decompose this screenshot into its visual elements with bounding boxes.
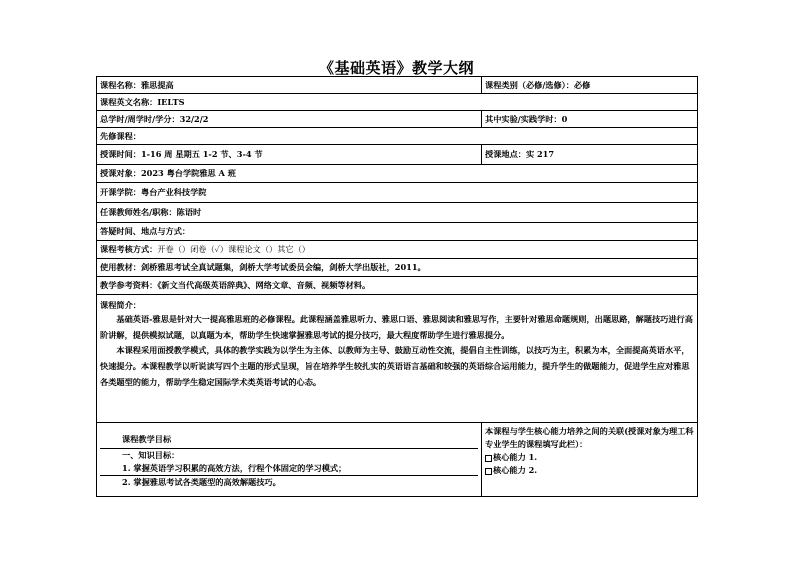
assessment-label: 课程考核方式：	[100, 244, 158, 255]
objectives-cell	[97, 423, 482, 497]
relation-cell	[482, 423, 698, 497]
intro-cell	[97, 295, 698, 423]
core-ability-2: 核心能力 2.	[485, 464, 694, 477]
textbook-cell: 使用教材：剑桥雅思考试全真试题集，剑桥大学考试委员会编，剑桥大学出版社，2011。	[97, 259, 698, 277]
english-name-cell: 课程英文名称：IELTS	[97, 94, 698, 111]
college-cell: 开课学院：粤台产业科技学院	[97, 183, 698, 203]
hours-cell: 总学时/周学时/学分：32/2/2	[97, 111, 482, 128]
checkbox-icon	[485, 468, 492, 475]
intro-label: 课程简介：	[100, 300, 141, 310]
relation-header: 本课程与学生核心能力培养之间的关联(授课对象为理工科专业学生的课程填写此栏）：	[485, 426, 694, 450]
document-title: 《基础英语》教学大纲	[318, 59, 474, 77]
intro-paragraph-2: 本课程采用面授教学模式，具体的教学实践为以学生为主体、以教师为主导、鼓励互动性交流，提倡自主性训练，以技巧为主，积累为本，全面提高英语水平，快速提分。本课程教学以听说读写四个主题的形式呈现，旨在培养学生较扎实的英语语言基础和较强的英语综合运用能力，提升学生的做题能力，促进学生应对雅思各类题型的能力，帮助学生稳定国际学术类英语考试的心态。	[100, 345, 690, 387]
course-category-cell: 课程类别（必修/选修）：必修	[482, 77, 698, 94]
core-ability-1: 核心能力 1.	[485, 451, 694, 464]
objectives-section: 一、知识目标：	[122, 449, 180, 460]
prerequisite-cell: 先修课程：	[97, 128, 698, 145]
objectives-header: 课程教学目标	[122, 433, 172, 444]
objective-item-2: 2. 掌握雅思考试各类题型的高效解题技巧。	[122, 476, 281, 487]
checkbox-icon	[485, 455, 492, 462]
time-cell: 授课时间：1-16 周 星期五 1-2 节、3-4 节	[97, 145, 482, 165]
objective-item-1: 1. 掌握英语学习积累的高效方法，行程个体固定的学习模式；	[122, 462, 347, 473]
intro-paragraph-1: 基础英语-雅思是针对大一提高雅思班的必修课程。此课程涵盖雅思听力、雅思口语、雅思阅读和雅思写作，主要针对雅思命题规则，出题思路，解题技巧进行高阶讲解，提供模拟试题，以真题为本，帮助学生快速掌握雅思考试的提分技巧，最大程度帮助学生进行雅思提分。	[100, 314, 693, 340]
references-cell: 教学参考资料：《新文当代高级英语辞典》、网络文章、音频、视频等材料。	[97, 277, 698, 295]
teacher-cell: 任课教师姓名/职称：陈语时	[97, 203, 698, 223]
syllabus-table	[96, 76, 698, 497]
assessment-options: 开卷（）闭卷（✓）课程论文（）其它（）	[157, 244, 310, 255]
lab-hours-cell: 其中实验/实践学时：0	[482, 111, 698, 128]
course-name-cell: 课程名称：雅思提高	[97, 77, 482, 94]
audience-cell: 授课对象：2023 粤台学院雅思 A 班	[97, 165, 698, 183]
location-cell: 授课地点：实 217	[482, 145, 698, 165]
qa-cell: 答疑时间、地点与方式：	[97, 223, 698, 241]
assessment-cell	[97, 241, 698, 259]
